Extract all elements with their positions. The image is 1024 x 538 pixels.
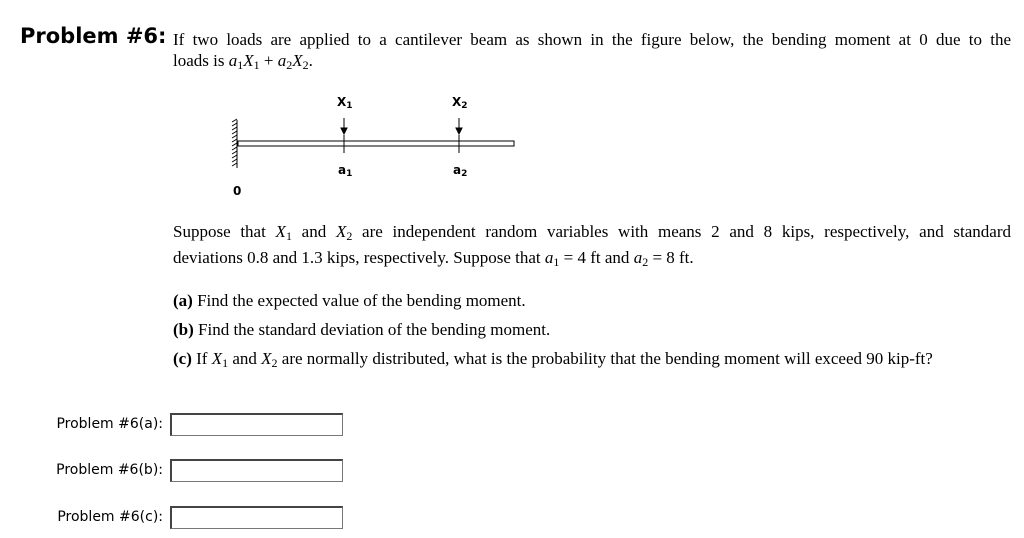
suppose-line-1: Suppose that $X_1$ and $X_2$ are independent random variables with means 2 and 8 kips, respectively, and standard	[173, 222, 1012, 243]
answer-row-a	[0, 413, 360, 437]
intro-prefix: loads is	[173, 51, 225, 70]
beam	[238, 141, 514, 146]
part-c: (c) If $X_1$ and $X_2$ are normally distributed, what is the probability that the bending moment will exceed 90 kip-ft?	[173, 349, 933, 370]
load-2-label: X2	[452, 95, 468, 111]
intro-line-2	[173, 50, 1011, 76]
part-b: (b) Find the standard deviation of the bending moment.	[173, 320, 551, 339]
fixed-wall	[232, 119, 237, 168]
origin-label: 0	[233, 184, 242, 198]
cantilever-beam-figure	[220, 88, 520, 203]
intro-formula	[229, 51, 313, 70]
load-2-arrow	[456, 118, 462, 153]
distance-1-label: a1	[338, 163, 353, 179]
suppose-line-2: deviations 0.8 and 1.3 kips, respectively. Suppose that $a_1 = 4$ ft and $a_2 = 8$ ft.	[173, 248, 694, 269]
answer-label-a: Problem #6(a):	[56, 416, 163, 432]
answer-label-c: Problem #6(c):	[57, 509, 163, 525]
question-parts	[173, 290, 933, 377]
answer-input-c[interactable]	[170, 506, 343, 529]
answer-row-b	[0, 459, 360, 483]
part-a: (a) Find the expected value of the bending moment.	[173, 291, 526, 310]
load-1-arrow	[341, 118, 347, 153]
answer-input-a[interactable]	[170, 413, 343, 436]
formula-rendered: $a_1X_1 + a_2X_2$.	[228, 51, 313, 72]
intro-line-1: If two loads are applied to a cantilever beam as shown in the figure below, the bending moment at 0 due to the	[173, 30, 1011, 49]
problem-title: Problem #6:	[20, 24, 167, 48]
answer-row-c	[0, 506, 360, 530]
answer-input-b[interactable]	[170, 459, 343, 482]
problem-assumptions	[173, 221, 1011, 273]
distance-2-label: a2	[453, 163, 468, 179]
answer-label-b: Problem #6(b):	[56, 462, 163, 478]
problem-intro	[173, 29, 1011, 76]
load-1-label: X1	[337, 95, 353, 111]
